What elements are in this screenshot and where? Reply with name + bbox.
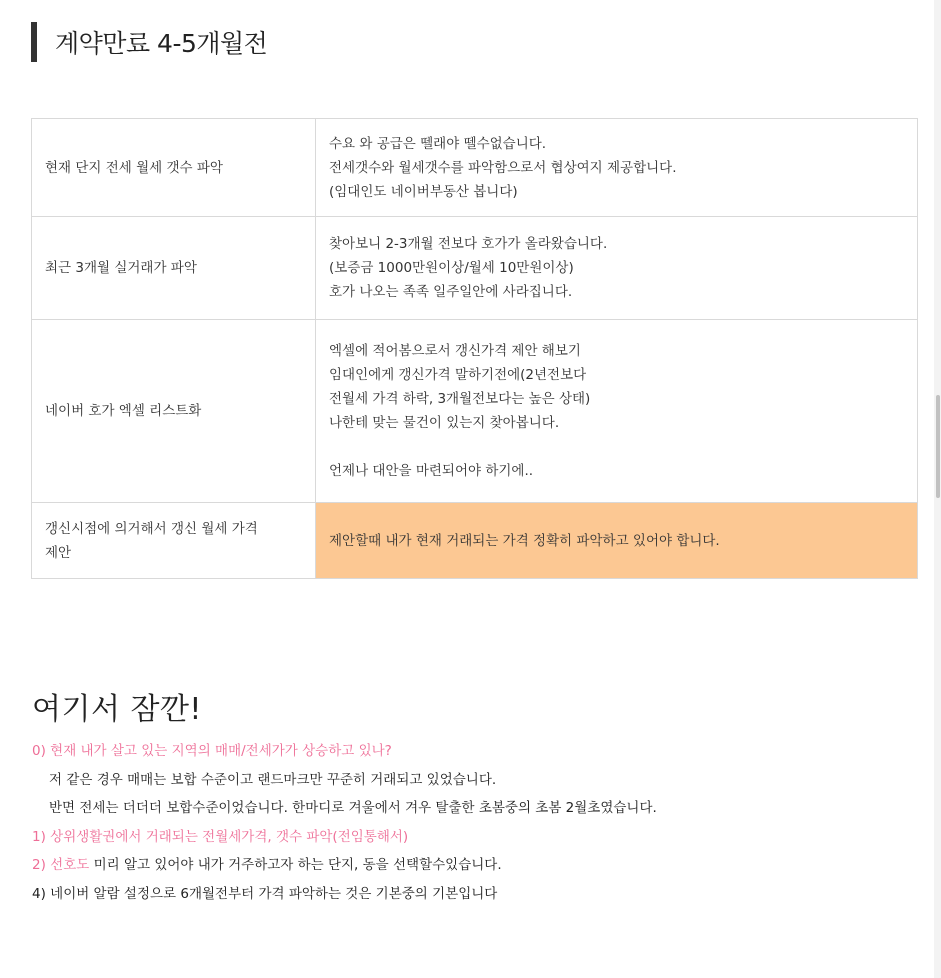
table-cell-label: 네이버 호가 엑셀 리스트화 — [32, 320, 316, 503]
note-item — [32, 823, 657, 852]
detail-line: (보증금 1000만원이상/월세 10만원이상) — [329, 260, 574, 276]
detail-line: 전월세 가격 하락, 3개월전보다는 높은 상태) — [329, 391, 591, 407]
note-item — [32, 880, 657, 909]
vertical-scrollbar[interactable] — [934, 0, 941, 978]
table-cell-label — [32, 503, 316, 579]
wait-notes-list — [32, 737, 657, 908]
scrollbar-thumb[interactable] — [936, 395, 940, 498]
note-item — [32, 851, 657, 880]
note-highlight: 1) 상위생활권에서 거래되는 전월세가격, 갯수 파악(전임통해서) — [32, 828, 409, 845]
detail-line: 전세갯수와 월세갯수를 파악함으로서 협상여지 제공합니다. — [329, 159, 677, 176]
note-item — [32, 794, 657, 823]
note-text: 4) 네이버 알람 설정으로 6개월전부터 가격 파악하는 것은 기본중의 기본입니다 — [32, 885, 498, 902]
section-heading — [31, 22, 267, 62]
table-row — [32, 119, 918, 217]
detail-blank-line — [329, 435, 904, 459]
label-line: 제안 — [45, 544, 72, 561]
table-cell-detail-highlighted — [316, 503, 918, 579]
table-cell-detail — [316, 217, 918, 320]
note-text: 저 같은 경우 매매는 보합 수준이고 랜드마크만 꾸준히 거래되고 있었습니다. — [49, 771, 497, 788]
detail-line: 찾아보니 2-3개월 전보다 호가가 올라왔습니다. — [329, 236, 608, 252]
table-cell-label: 최근 3개월 실거래가 파악 — [32, 217, 316, 320]
table-cell-label: 현재 단지 전세 월세 갯수 파악 — [32, 119, 316, 217]
detail-line: 수요 와 공급은 뗄래야 뗄수없습니다. — [329, 135, 547, 152]
checklist-table — [31, 118, 918, 579]
section-heading-title: 계약만료 4-5개월전 — [55, 29, 268, 58]
detail-line: 호가 나오는 족족 일주일안에 사라집니다. — [329, 284, 573, 300]
table-cell-detail — [316, 320, 918, 503]
table-cell-detail — [316, 119, 918, 217]
detail-line: 나한테 맞는 물건이 있는지 찾아봅니다. — [329, 415, 560, 431]
note-item — [32, 737, 657, 766]
note-highlight: 0) 현재 내가 살고 있는 지역의 매매/전세가가 상승하고 있나? — [32, 743, 392, 759]
wait-section-title: 여기서 잠깐! — [32, 692, 202, 727]
note-highlight: 2) 선호도 — [32, 857, 90, 873]
detail-line: 제안할때 내가 현재 거래되는 가격 정확히 파악하고 있어야 합니다. — [329, 532, 720, 549]
detail-line: 임대인에게 갱신가격 말하기전에(2년전보다 — [329, 367, 587, 383]
detail-line: 언제나 대안을 마련되어야 하기에.. — [329, 463, 534, 479]
label-line: 갱신시점에 의거해서 갱신 월세 가격 — [45, 520, 258, 537]
detail-line: 엑셀에 적어봄으로서 갱신가격 제안 해보기 — [329, 343, 581, 359]
detail-line: (임대인도 네이버부동산 봅니다) — [329, 183, 518, 200]
heading-accent-bar — [31, 22, 37, 62]
note-text: 반면 전세는 더더더 보합수준이었습니다. 한마디로 겨울에서 겨우 탈출한 초봄중의 초봄 2월초였습니다. — [49, 800, 657, 816]
table-row — [32, 320, 918, 503]
table-row — [32, 503, 918, 579]
note-item — [32, 766, 657, 795]
table-row — [32, 217, 918, 320]
note-text: 미리 알고 있어야 내가 거주하고자 하는 단지, 동을 선택할수있습니다. — [89, 857, 502, 873]
